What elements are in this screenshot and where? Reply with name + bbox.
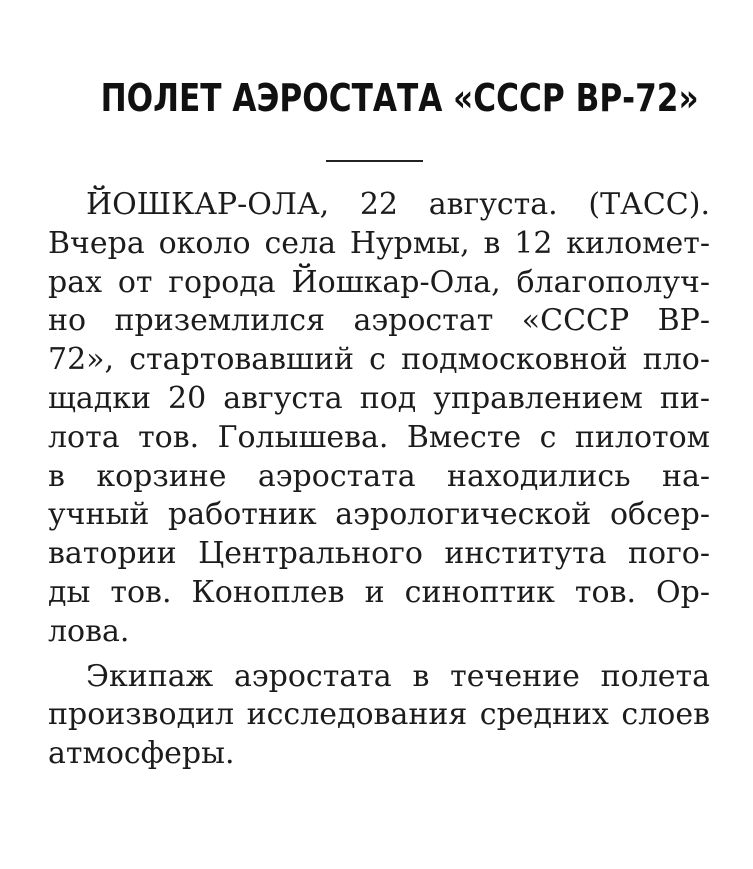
text-line: ды тов. Коноплев и синоптик тов. Ор-: [48, 574, 710, 610]
text-line: ватории Центрального института пого-: [48, 536, 710, 572]
text-line: учный работник аэрологической обсер-: [48, 497, 710, 533]
text-line: атмосферы.: [48, 736, 235, 772]
text-line: рах от города Йошкар-Ола, благополуч-: [48, 264, 710, 300]
text-line: но приземлился аэростат «СССР ВР-: [48, 303, 710, 339]
text-line: лота тов. Голышева. Вместе с пилотом: [48, 419, 710, 455]
article-body: [48, 186, 710, 774]
headline: ПОЛЕТ АЭРОСТАТА «СССР ВР-72»: [100, 76, 699, 120]
paragraph-2: [48, 658, 710, 774]
text-line: лова.: [48, 613, 130, 649]
text-line: Вчера около села Нурмы, в 12 километ-: [48, 225, 710, 261]
text-line: щадки 20 августа под управлением пи-: [48, 380, 710, 416]
text-line: производил исследования средних слоев: [48, 697, 710, 733]
text-line: в корзине аэростата находились на-: [48, 458, 710, 494]
paragraph-1: [48, 186, 710, 652]
text-line: ЙОШКАР-ОЛА, 22 августа. (ТАСС).: [86, 187, 710, 222]
text-line: Экипаж аэростата в течение полета: [86, 658, 710, 694]
title-divider: [326, 160, 423, 162]
text-line: 72», стартовавший с подмосковной пло-: [48, 342, 710, 378]
